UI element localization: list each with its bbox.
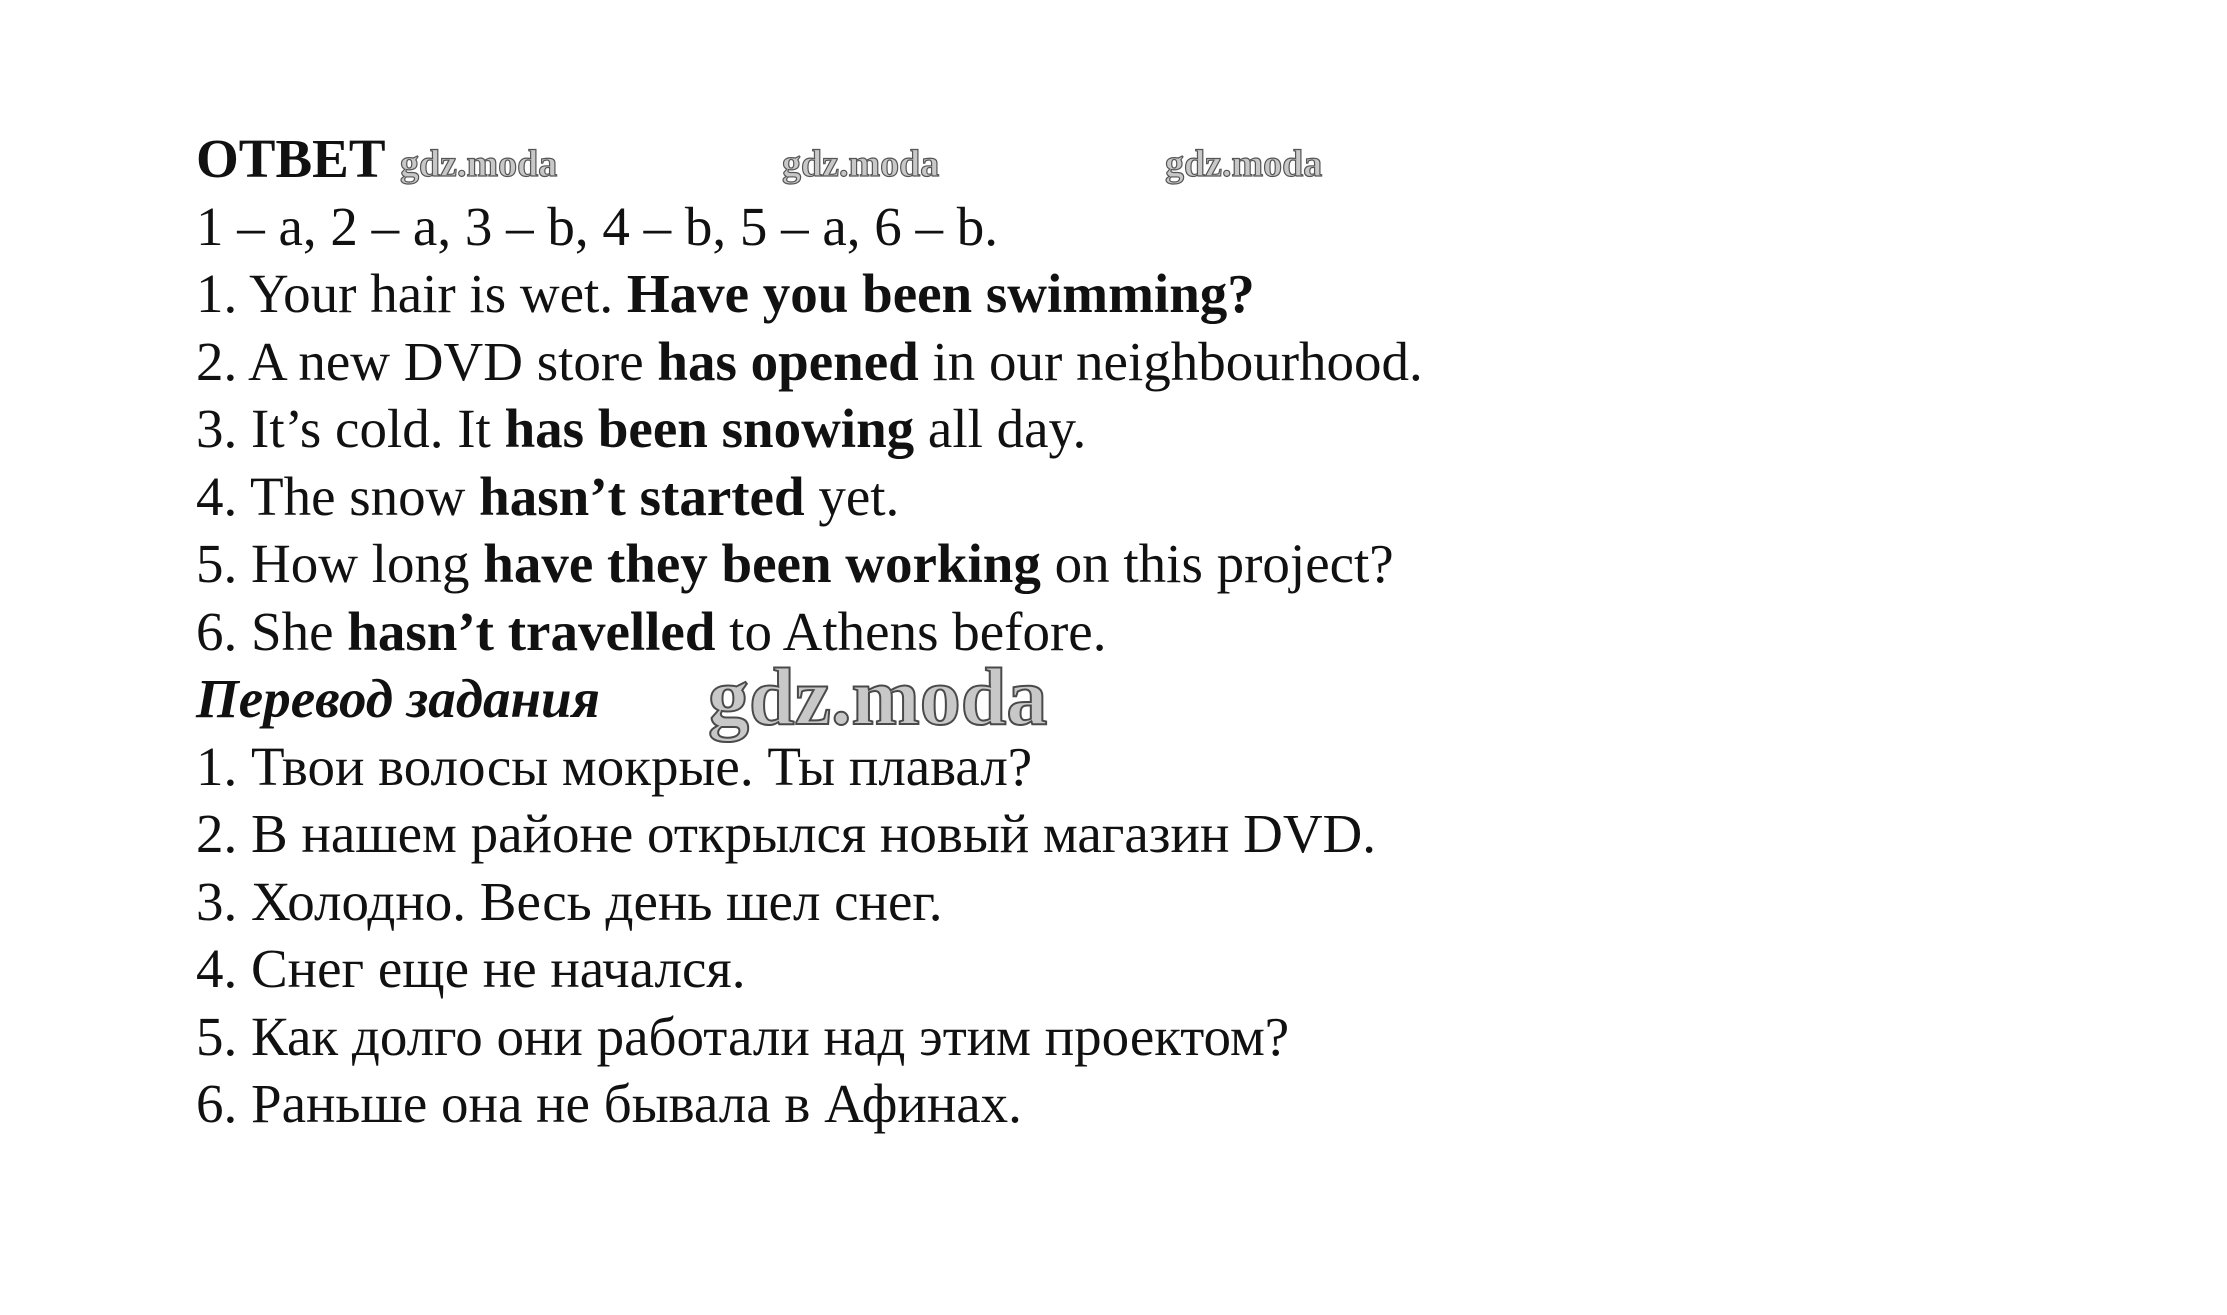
watermark-large: gdz.moda bbox=[708, 651, 1048, 742]
answer-text: How long bbox=[237, 533, 484, 594]
answer-line-1 bbox=[196, 260, 2096, 328]
answer-key: 1 – a, 2 – a, 3 – b, 4 – b, 5 – a, 6 – b. bbox=[196, 195, 998, 257]
answer-bold-text: has opened bbox=[657, 330, 919, 392]
answer-number: 3. bbox=[196, 398, 238, 459]
answer-heading-line bbox=[196, 125, 2096, 193]
translation-heading-line bbox=[196, 665, 2096, 733]
answer-line-2 bbox=[196, 328, 2096, 396]
answer-bold-text: hasn’t started bbox=[479, 465, 805, 527]
translation-line-6: 6. Раньше она не бывала в Афинах. bbox=[196, 1073, 1022, 1134]
answer-text: yet. bbox=[804, 465, 900, 527]
watermark-small-2: gdz.moda bbox=[782, 143, 940, 185]
answer-line-5 bbox=[196, 530, 2096, 598]
translation-line-3: 3. Холодно. Весь день шел снег. bbox=[196, 870, 943, 932]
translation-heading: Перевод задания bbox=[196, 668, 600, 729]
answer-line-6 bbox=[196, 598, 2096, 666]
answer-heading: ОТВЕТ bbox=[196, 128, 386, 189]
answer-bold-text: have they been working bbox=[483, 533, 1041, 594]
watermark-small-3: gdz.moda bbox=[1165, 143, 1323, 185]
watermark-small-1: gdz.moda bbox=[400, 143, 558, 185]
translation-line-2: 2. В нашем районе открылся новый магазин DVD. bbox=[196, 803, 1377, 864]
answer-bold-text: Have you been swimming? bbox=[626, 263, 1255, 324]
translation-line-5: 5. Как долго они работали над этим проектом? bbox=[196, 1005, 1290, 1067]
answer-text: Your hair is wet. bbox=[237, 263, 627, 324]
answer-bold-text: has been snowing bbox=[504, 398, 915, 459]
answer-text: A new DVD store bbox=[237, 330, 658, 392]
answer-line-4 bbox=[196, 463, 2096, 531]
translation-line-1: 1. Твои волосы мокрые. Ты плавал? bbox=[196, 735, 1033, 797]
answer-line-3 bbox=[196, 395, 2096, 463]
answer-text: The snow bbox=[237, 465, 480, 527]
answer-number: 5. bbox=[196, 533, 238, 594]
answer-bold-text: hasn’t travelled bbox=[347, 600, 716, 662]
document-body bbox=[196, 125, 2096, 1138]
answer-text: all day. bbox=[914, 398, 1087, 459]
answer-number: 6. bbox=[196, 600, 238, 662]
answer-text: It’s cold. It bbox=[237, 398, 505, 459]
answer-text: to Athens before. bbox=[715, 600, 1107, 662]
answer-number: 1. bbox=[196, 263, 238, 324]
answer-text: in our neighbourhood. bbox=[918, 330, 1423, 392]
answer-text: She bbox=[237, 600, 348, 662]
translation-line-4: 4. Снег еще не начался. bbox=[196, 938, 746, 999]
answer-number: 2. bbox=[196, 330, 238, 392]
answer-text: on this project? bbox=[1040, 533, 1394, 594]
answer-number: 4. bbox=[196, 465, 238, 527]
